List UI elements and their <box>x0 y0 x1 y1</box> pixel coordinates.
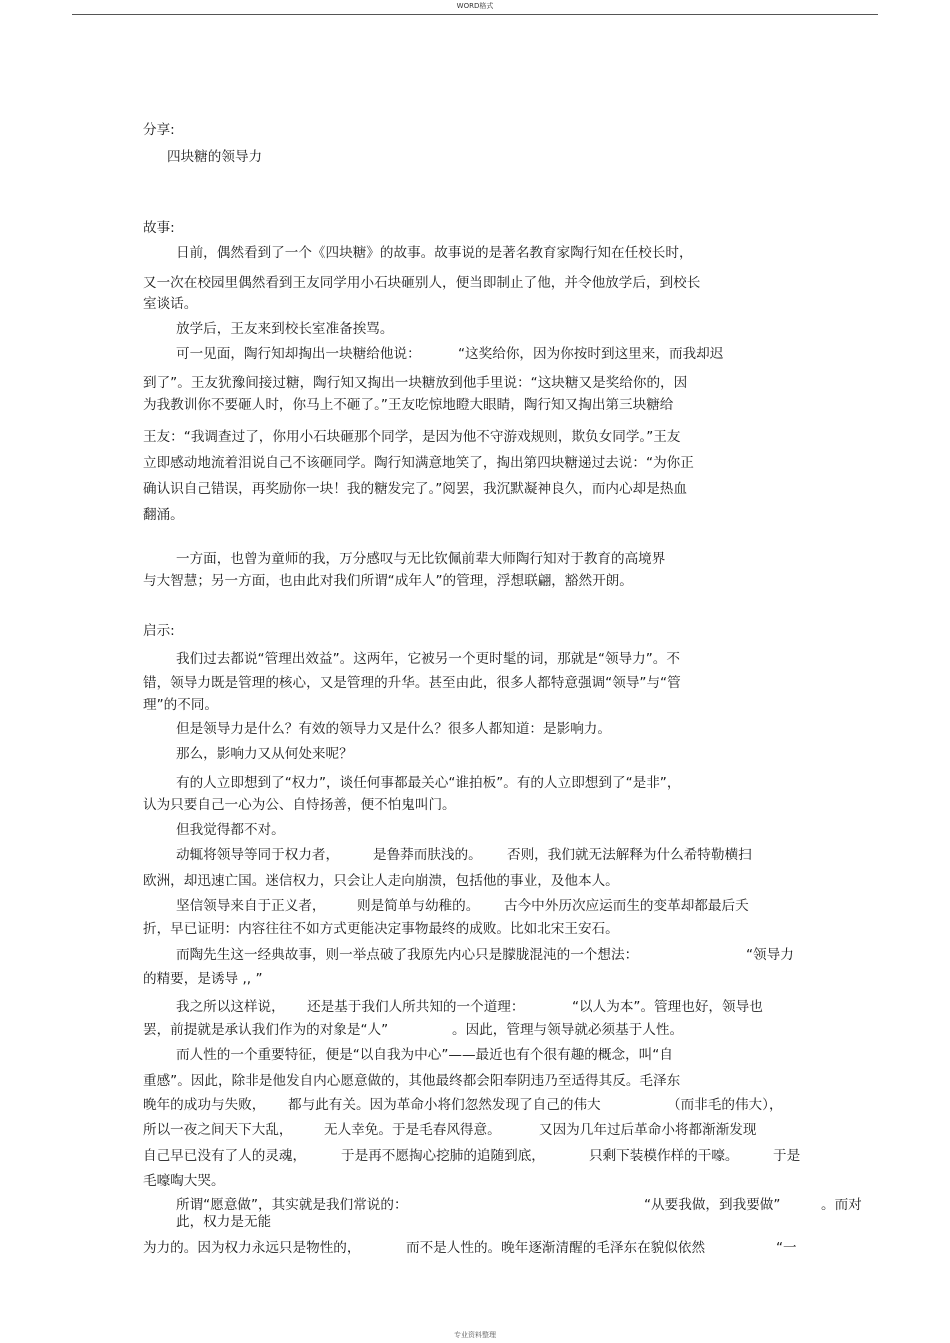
text-line: 所以一夜之间天下大乱， <box>143 1122 293 1138</box>
section-label-share: 分享: <box>143 122 175 138</box>
page-header: WORD格式 <box>456 2 494 10</box>
text-line: 。而对 <box>821 1197 862 1213</box>
text-line: 为我教训你不要砸人时，你马上不砸了。”王友吃惊地瞪大眼睛，陶行知又掏出第三块糖给 <box>143 397 674 413</box>
text-line: “这奖给你，因为你按时到这里来，而我却迟 <box>458 346 724 362</box>
text-line: 而人性的一个重要特征，便是“以自我为中心”——最近也有个很有趣的概念，叫“自 <box>176 1047 673 1063</box>
text-line: 坚信领导来自于正义者， <box>176 898 326 914</box>
text-line: “一 <box>776 1240 797 1256</box>
article-title: 四块糖的领导力 <box>167 149 263 165</box>
text-line: 那么，影响力又从何处来呢？ <box>176 746 353 762</box>
section-label-insight: 启示: <box>143 623 175 639</box>
text-line: “以人为本”。管理也好，领导也 <box>572 999 763 1015</box>
text-line: 与大智慧；另一方面，也由此对我们所谓“成年人”的管理，浮想联翩，豁然开朗。 <box>143 573 633 589</box>
text-line: 到了”。王友犹豫间接过糖，陶行知又掏出一块糖放到他手里说：“这块糖又是奖给你的，因 <box>143 375 688 391</box>
section-label-story: 故事: <box>143 220 175 236</box>
text-line: 此，权力是无能 <box>176 1214 272 1230</box>
text-line: 所谓“愿意做”，其实就是我们常说的： <box>176 1197 408 1213</box>
text-line: 于是 <box>773 1148 801 1164</box>
text-line: 只剩下装模作样的干嚎。 <box>589 1148 739 1164</box>
text-line: “领导力 <box>746 947 794 963</box>
text-line: 则是简单与幼稚的。 <box>357 898 480 914</box>
text-line: 是鲁莽而肤浅的。 <box>373 847 482 863</box>
text-line: 王友：“我调查过了，你用小石块砸那个同学，是因为他不守游戏规则，欺负女同学。”王友 <box>143 429 681 445</box>
text-line: 晚年的成功与失败， <box>143 1097 266 1113</box>
text-line: 折，早已证明：内容往往不如方式更能决定事物最终的成败。比如北宋王安石。 <box>143 921 619 937</box>
text-line: 认为只要自己一心为公、自恃扬善，便不怕鬼叫门。 <box>143 797 456 813</box>
text-line: 动辄将领导等同于权力者， <box>176 847 340 863</box>
text-line: 一方面，也曾为童师的我，万分感叹与无比钦佩前辈大师陶行知对于教育的高境界 <box>176 551 666 567</box>
text-line: 我们过去都说“管理出效益”。这两年，它被另一个更时髦的词，那就是“领导力”。不 <box>176 651 680 667</box>
text-line: 又一次在校园里偶然看到王友同学用小石块砸别人，便当即制止了他，并令他放学后，到校长 <box>143 275 701 291</box>
text-line: 重感”。因此，除非是他发自内心愿意做的，其他最终都会阳奉阴违乃至适得其反。毛泽东 <box>143 1073 681 1089</box>
text-line: “从要我做，到我要做” <box>644 1197 781 1213</box>
text-line: 而陶先生这一经典故事，则一举点破了我原先内心只是朦胧混沌的一个想法： <box>176 947 639 963</box>
header-rule <box>72 14 878 15</box>
text-line: 毛嚎啕大哭。 <box>143 1173 225 1189</box>
text-line: 翻涌。 <box>143 507 184 523</box>
text-line: 为力的。因为权力永远只是物性的， <box>143 1240 361 1256</box>
text-line: 否则，我们就无法解释为什么希特勒横扫 <box>507 847 752 863</box>
text-line: 都与此有关。因为革命小将们忽然发现了自己的伟大 <box>288 1097 601 1113</box>
text-line: 又因为几年过后革命小将都渐渐发现 <box>539 1122 757 1138</box>
text-line: 我之所以这样说， <box>176 999 285 1015</box>
text-line: 但是领导力是什么？有效的领导力又是什么？很多人都知道：是影响力。 <box>176 721 611 737</box>
text-line: 无人幸免。于是毛春风得意。 <box>324 1122 501 1138</box>
text-line: 而不是人性的。晚年逐渐清醒的毛泽东在貌似依然 <box>406 1240 706 1256</box>
text-line: 还是基于我们人所共知的一个道理： <box>307 999 525 1015</box>
text-line: 欧洲，却迅速亡国。迷信权力，只会让人走向崩溃，包括他的事业，及他本人。 <box>143 873 619 889</box>
text-line: 错，领导力既是管理的核心，又是管理的升华。甚至由此，很多人都特意强调“领导”与“管 <box>143 675 681 691</box>
text-line: 。因此，管理与领导就必须基于人性。 <box>452 1022 684 1038</box>
text-line: 自己早已没有了人的灵魂， <box>143 1148 307 1164</box>
text-line: 有的人立即想到了“权力”，谈任何事都最关心“谁拍板”。有的人立即想到了“是非”， <box>176 775 681 791</box>
text-line: 立即感动地流着泪说自己不该砸同学。陶行知满意地笑了，掏出第四块糖递过去说：“为你正 <box>143 455 694 471</box>
text-line: 古今中外历次应运而生的变革却都最后夭 <box>504 898 749 914</box>
text-line: 但我觉得都不对。 <box>176 822 285 838</box>
text-line: 于是再不愿掏心挖肺的追随到底， <box>341 1148 545 1164</box>
text-line: 罢，前提就是承认我们作为的对象是“人” <box>143 1022 389 1038</box>
text-line: 理”的不同。 <box>143 697 219 713</box>
text-line: 的精要，是诱导 ,, ” <box>143 971 263 987</box>
text-line: 确认识自己错误，再奖励你一块！我的糖发完了。”阅罢，我沉默凝神良久，而内心却是热血 <box>143 481 687 497</box>
text-line: 放学后，王友来到校长室准备挨骂。 <box>176 321 394 337</box>
page-footer: 专业资料整理 <box>454 1331 496 1339</box>
text-line: 室谈话。 <box>143 296 198 312</box>
text-line: （而非毛的伟大）， <box>667 1097 783 1113</box>
text-line: 可一见面，陶行知却掏出一块糖给他说： <box>176 346 421 362</box>
text-line: 日前，偶然看到了一个《四块糖》的故事。故事说的是著名教育家陶行知在任校长时， <box>176 245 693 261</box>
